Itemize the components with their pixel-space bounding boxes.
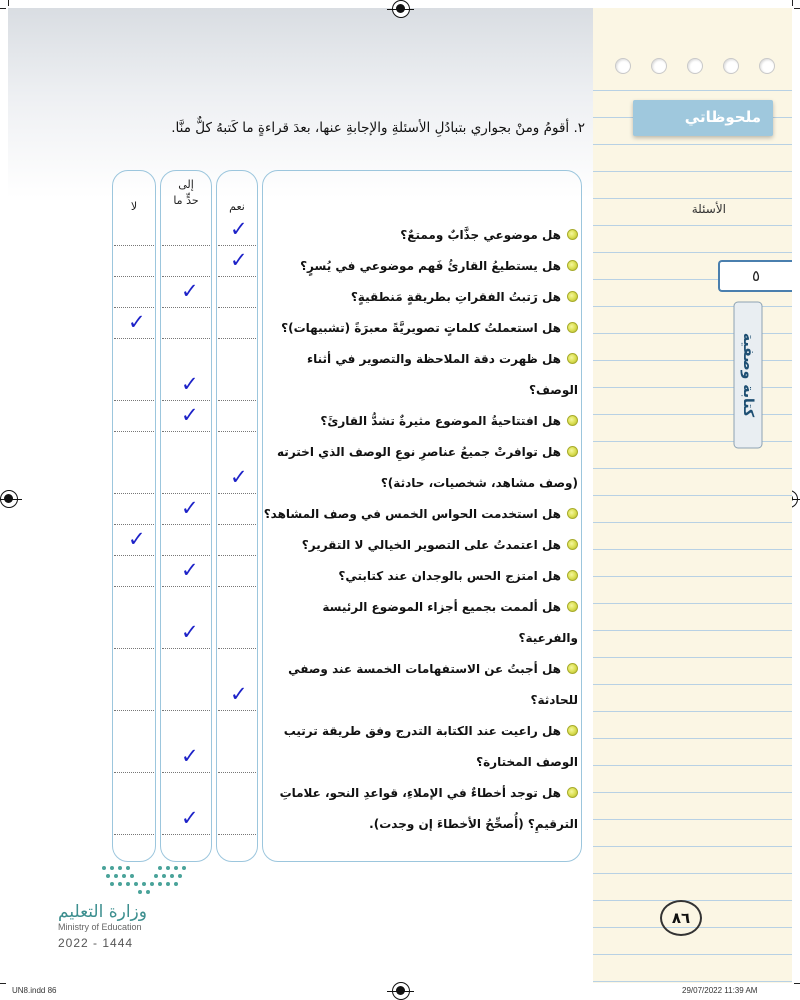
binder-hole-icon: [759, 58, 775, 74]
notebook-rule-line: [593, 144, 792, 145]
notebook-rule-line: [593, 765, 792, 766]
notebook-rule-line: [593, 468, 792, 469]
bullet-icon: [567, 291, 578, 302]
bullet-icon: [567, 508, 578, 519]
check-icon[interactable]: ✓: [230, 465, 248, 489]
question-item: [263, 321, 578, 335]
bullet-icon: [567, 353, 578, 364]
bullet-icon: [567, 570, 578, 581]
answer-line: [218, 648, 256, 649]
question-continuation: [263, 476, 578, 490]
question-text: هل استخدمت الحواس الخمس في وصف المشاهد؟: [263, 507, 561, 521]
notebook-rule-line: [593, 657, 792, 658]
question-item: [263, 724, 578, 738]
bullet-icon: [567, 322, 578, 333]
question-continuation: [263, 693, 578, 707]
notebook-rule-line: [593, 495, 792, 496]
notebook-rule-line: [593, 225, 792, 226]
notebook-rule-line: [593, 684, 792, 685]
question-text: هل امتزج الحس بالوجدان عند كتابتي؟: [338, 569, 561, 583]
notebook-rule-line: [593, 711, 792, 712]
question-item: [263, 228, 578, 242]
col-header-partly-line2: حدٍّ ما: [173, 194, 199, 207]
notebook-rule-line: [593, 819, 792, 820]
binder-hole-icon: [651, 58, 667, 74]
answer-line: [218, 276, 256, 277]
question-item: [263, 600, 578, 614]
notebook-rule-line: [593, 954, 792, 955]
bullet-icon: [567, 260, 578, 271]
notebook-rule-line: [593, 873, 792, 874]
unit-title-label: كتابة وصفية: [740, 332, 756, 418]
question-text: هل أجبتُ عن الاستفهامات الخمسة عند وصفي: [288, 662, 561, 676]
question-item: [263, 259, 578, 273]
question-text: هل استعملتُ كلماتٍ تصويريَّةً معبرَةً (تشبيهات)؟: [281, 321, 561, 335]
col-header-questions: الأسئلة: [691, 202, 726, 216]
crop-mark: [0, 8, 6, 9]
answer-line: [114, 772, 154, 773]
activity-instruction: ٢. أقومُ ومنْ بجواري بتبادُلِ الأسئلةِ والإجابةِ عنها، بعدَ قراءةٍ ما كَتبهُ كلٌّ منَّا.: [171, 120, 585, 136]
notebook-rule-line: [593, 846, 792, 847]
question-text: هل ألممت بجميع أجزاء الموضوع الرئيسة: [322, 600, 561, 614]
crop-mark: [794, 983, 800, 984]
question-text: الوصف؟: [529, 383, 578, 397]
notebook-rule-line: [593, 738, 792, 739]
crop-mark: [792, 0, 793, 6]
answer-line: [162, 524, 210, 525]
answer-line: [162, 338, 210, 339]
question-text: هل توافرتْ جميعُ عناصرِ نوعِ الوصف الذي اخترته: [277, 445, 561, 459]
question-item: [263, 538, 578, 552]
answer-line: [114, 431, 154, 432]
check-icon[interactable]: ✓: [181, 744, 199, 768]
check-icon[interactable]: ✓: [181, 372, 199, 396]
bullet-icon: [567, 663, 578, 674]
binder-hole-icon: [687, 58, 703, 74]
check-icon[interactable]: ✓: [128, 527, 146, 551]
answer-line: [218, 524, 256, 525]
answer-line: [114, 834, 154, 835]
question-continuation: [263, 631, 578, 645]
answer-line: [218, 710, 256, 711]
notebook-rule-line: [593, 549, 792, 550]
answer-line: [114, 400, 154, 401]
unit-title: [732, 300, 764, 450]
answer-line: [218, 834, 256, 835]
answer-line: [114, 710, 154, 711]
check-icon[interactable]: ✓: [230, 248, 248, 272]
answer-line: [162, 648, 210, 649]
question-text: الوصف المختارة؟: [476, 755, 578, 769]
answer-line: [114, 276, 154, 277]
unit-number: ٥: [751, 267, 761, 285]
notebook-rule-line: [593, 603, 792, 604]
question-item: [263, 569, 578, 583]
answer-line: [162, 245, 210, 246]
answer-line: [162, 772, 210, 773]
bullet-icon: [567, 539, 578, 550]
print-timestamp: 29/07/2022 11:39 AM: [682, 986, 758, 995]
answer-line: [114, 524, 154, 525]
question-text: هل رَتبتُ الفقراتِ بطريقةٍ مَنطقيةٍ؟: [350, 290, 561, 304]
answer-line: [218, 493, 256, 494]
notebook-rule-line: [593, 981, 792, 982]
question-continuation: [263, 817, 578, 831]
file-slug: UN8.indd 86: [12, 986, 57, 995]
question-text: هل يستطيعُ القارئُ فَهم موضوعي في يُسرٍ؟: [300, 259, 561, 273]
check-icon[interactable]: ✓: [181, 279, 199, 303]
answer-line: [218, 772, 256, 773]
question-item: [263, 414, 578, 428]
answer-line: [218, 400, 256, 401]
question-text: هل توجد أخطاءٌ في الإملاءِ، قواعدِ النحو، علاماتِ: [279, 786, 561, 800]
question-text: والفرعية؟: [518, 631, 578, 645]
notebook-rule-line: [593, 630, 792, 631]
col-header-partly-line1: إلى: [178, 178, 194, 191]
crop-mark: [0, 983, 6, 984]
crop-mark: [8, 0, 9, 6]
unit-number-tab: [718, 260, 792, 292]
answer-line: [114, 586, 154, 587]
answer-line: [162, 555, 210, 556]
notebook-rule-line: [593, 252, 792, 253]
answer-line: [218, 338, 256, 339]
no-column: [112, 170, 156, 862]
question-item: [263, 786, 578, 800]
answer-line: [162, 400, 210, 401]
notes-panel: [593, 8, 792, 983]
notebook-rule-line: [593, 90, 792, 91]
bullet-icon: [567, 787, 578, 798]
question-text: هل راعيت عند الكتابة التدرج وفق طريقة ترتيب: [283, 724, 561, 738]
answer-line: [162, 431, 210, 432]
answer-line: [218, 307, 256, 308]
notebook-rule-line: [593, 198, 792, 199]
question-continuation: [263, 383, 578, 397]
notebook-rule-line: [593, 171, 792, 172]
answer-line: [218, 555, 256, 556]
registration-mark-icon: [392, 982, 410, 1000]
question-text: هل اعتمدتُ على التصوير الخيالي لا التقرير؟: [301, 538, 561, 552]
yes-column: [216, 170, 258, 862]
bullet-icon: [567, 229, 578, 240]
binder-hole-icon: [615, 58, 631, 74]
answer-line: [162, 586, 210, 587]
question-continuation: [263, 755, 578, 769]
notebook-rule-line: [593, 900, 792, 901]
answer-line: [114, 648, 154, 649]
question-text: هل ظهرت دقة الملاحظة والتصوير في أثناء: [307, 352, 561, 366]
answer-line: [162, 493, 210, 494]
registration-mark-icon: [392, 0, 410, 18]
ministry-name-ar: وزارة التعليم: [58, 902, 147, 922]
check-icon[interactable]: ✓: [181, 806, 199, 830]
question-item: [263, 507, 578, 521]
notebook-rule-line: [593, 522, 792, 523]
answer-line: [162, 710, 210, 711]
question-text: (وصف مشاهد، شخصيات، حادثة)؟: [380, 476, 578, 490]
question-item: [263, 352, 578, 366]
answer-line: [162, 834, 210, 835]
question-text: الترقيمِ؟ (أُصحِّحُ الأخطاءَ إن وجدت).: [369, 817, 578, 831]
question-item: [263, 290, 578, 304]
question-text: هل افتتاحيةُ الموضوع مثيرةٌ تشدُّ القارئَ؟: [320, 414, 561, 428]
answer-line: [218, 431, 256, 432]
registration-mark-icon: [0, 490, 18, 508]
check-icon[interactable]: ✓: [230, 217, 248, 241]
ministry-logo-icon: [98, 862, 190, 898]
check-icon[interactable]: ✓: [181, 403, 199, 427]
notes-tab: [633, 100, 773, 136]
notebook-rule-line: [593, 792, 792, 793]
answer-line: [218, 245, 256, 246]
notebook-rule-line: [593, 576, 792, 577]
ministry-name-en: Ministry of Education: [58, 922, 142, 932]
notes-tab-label: ملحوظاتي: [684, 108, 761, 126]
binder-hole-icon: [723, 58, 739, 74]
check-icon[interactable]: ✓: [181, 558, 199, 582]
bullet-icon: [567, 415, 578, 426]
answer-line: [114, 245, 154, 246]
edition-year: 2022 - 1444: [58, 936, 134, 950]
check-icon[interactable]: ✓: [181, 496, 199, 520]
answer-line: [114, 338, 154, 339]
answer-line: [218, 586, 256, 587]
answer-line: [114, 307, 154, 308]
answer-line: [162, 307, 210, 308]
page-number: ٨٦: [660, 900, 702, 936]
check-icon[interactable]: ✓: [128, 310, 146, 334]
check-icon[interactable]: ✓: [181, 620, 199, 644]
answer-line: [114, 493, 154, 494]
question-text: للحادثة؟: [530, 693, 578, 707]
question-item: [263, 662, 578, 676]
bullet-icon: [567, 601, 578, 612]
col-header-yes: نعم: [229, 200, 245, 213]
question-item: [263, 445, 578, 459]
answer-line: [162, 276, 210, 277]
col-header-no: لا: [130, 200, 138, 213]
question-text: هل موضوعي جذَّابٌ وممتعٌ؟: [400, 228, 561, 242]
crop-mark: [794, 8, 800, 9]
bullet-icon: [567, 725, 578, 736]
answer-line: [114, 555, 154, 556]
check-icon[interactable]: ✓: [230, 682, 248, 706]
bullet-icon: [567, 446, 578, 457]
